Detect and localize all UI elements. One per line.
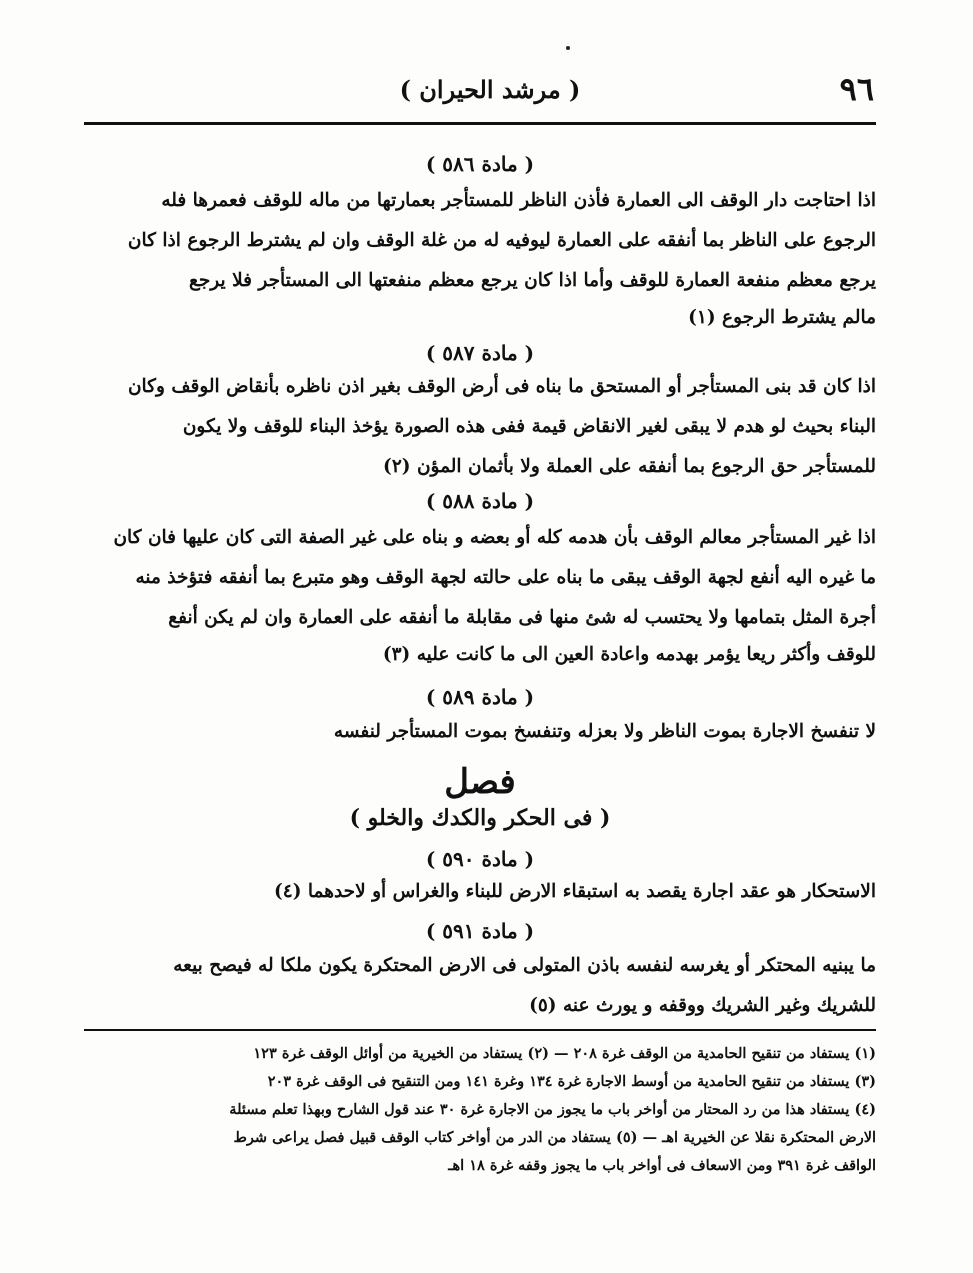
text-line: الرجوع على الناظر بما أنفقه على العمارة ليوفيه له من غلة الوقف وان لم يشترط الرجوع اذا كان: [127, 230, 876, 251]
text-line: اذا غير المستأجر معالم الوقف بأن هدمه كله أو بعضه و بناه على غير الصفة التى كان عليها فان كان: [113, 527, 876, 548]
text-line: البناء بحيث لو هدم لا يبقى لغير الانقاض قيمة ففى هذه الصورة يؤخذ البناء للوقف ولا يكون: [182, 416, 876, 437]
text-line: يرجع معظم منفعة العمارة للوقف وأما اذا كان يرجع معظم منفعتها الى المستأجر فلا يرجع: [188, 270, 876, 291]
section-subtitle: ( فى الحكر والكدك والخلو ): [349, 805, 611, 831]
footnote-line: (١) يستفاد من تنقيح الحامدية من الوقف غرة ٢٠٨ — (٢) يستفاد من الخيرية من أوائل الوقف غرة ١٢٣: [253, 1045, 876, 1062]
footnote-line: (٤) يستفاد هذا من رد المحتار من أواخر باب ما يجوز من الاجارة غرة ٣٠ عند قول الشارح وبهذا تعلم مسئلة: [229, 1101, 876, 1118]
text-line: للمستأجر حق الرجوع بما أنفقه على العملة ولا بأثمان المؤن (٢): [383, 456, 876, 477]
article-heading: ( مادة ٥٩١ ): [425, 919, 535, 943]
text-line: اذا كان قد بنى المستأجر أو المستحق ما بناه فى أرض الوقف بغير اذن ناظره بأنقاض الوقف وكان: [127, 376, 876, 397]
header-divider: [84, 122, 876, 125]
section-title: فصل: [444, 762, 516, 802]
article-heading: ( مادة ٥٩٠ ): [425, 847, 535, 871]
footnote-line: الارض المحتكرة نقلا عن الخيرية اهـ — (٥) يستفاد من الدر من أواخر كتاب الوقف قبيل فصل يراعى شرط: [233, 1129, 876, 1146]
footnote-line: الواقف غرة ٣٩١ ومن الاسعاف فى أواخر باب ما يجوز وقفه غرة ١٨ اهـ: [448, 1157, 876, 1174]
footnote-divider: [84, 1029, 876, 1031]
running-title: ( مرشد الحيران ): [399, 75, 581, 104]
article-body: [96, 518, 876, 672]
article-body: [96, 367, 876, 487]
article-body: [96, 946, 876, 1026]
text-line: ما يبنيه المحتكر أو يغرسه لنفسه باذن المتولى فى الارض المحتكرة يكون ملكا له فيصح بيعه: [173, 955, 876, 976]
text-line: لا تنفسخ الاجارة بموت الناظر ولا بعزله وتنفسخ بموت المستأجر لنفسه: [333, 721, 876, 742]
text-line: الاستحكار هو عقد اجارة يقصد به استبقاء الارض للبناء والغراس أو لاحدهما (٤): [273, 881, 876, 902]
page-number: ٩٦: [839, 70, 874, 108]
article-heading: ( مادة ٥٨٨ ): [425, 489, 535, 513]
article-heading: ( مادة ٥٨٦ ): [425, 152, 535, 176]
article-heading: ( مادة ٥٨٧ ): [425, 341, 535, 365]
footnotes: [84, 1040, 876, 1180]
article-body: [96, 876, 876, 908]
article-heading: ( مادة ٥٨٩ ): [425, 685, 535, 709]
text-line: اذا احتاجت دار الوقف الى العمارة فأذن الناظر للمستأجر بعمارتها من ماله للوقف فعمرها فله: [161, 190, 876, 211]
text-line: مالم يشترط الرجوع (١): [688, 307, 876, 328]
ink-dot: [566, 46, 570, 50]
text-line: أجرة المثل بتمامها ولا يحتسب له شئ منها فى مقابلة ما أنفقه على العمارة وان لم يكن أنفع: [168, 607, 876, 628]
article-body: [96, 716, 876, 748]
footnote-line: (٣) يستفاد من تنقيح الحامدية من أوسط الاجارة غرة ١٣٤ وغرة ١٤١ ومن التنقيح فى الوقف غرة ٢٠٣: [267, 1073, 876, 1090]
text-line: للشريك وغير الشريك ووقفه و يورث عنه (٥): [529, 995, 876, 1016]
article-body: [96, 181, 876, 335]
text-line: للوقف وأكثر ريعا يؤمر بهدمه واعادة العين الى ما كانت عليه (٣): [382, 644, 876, 665]
text-line: ما غيره اليه أنفع لجهة الوقف يبقى ما بناه على حالته لجهة الوقف وهو متبرع بما أنفقه فتؤخذ منه: [135, 567, 876, 588]
